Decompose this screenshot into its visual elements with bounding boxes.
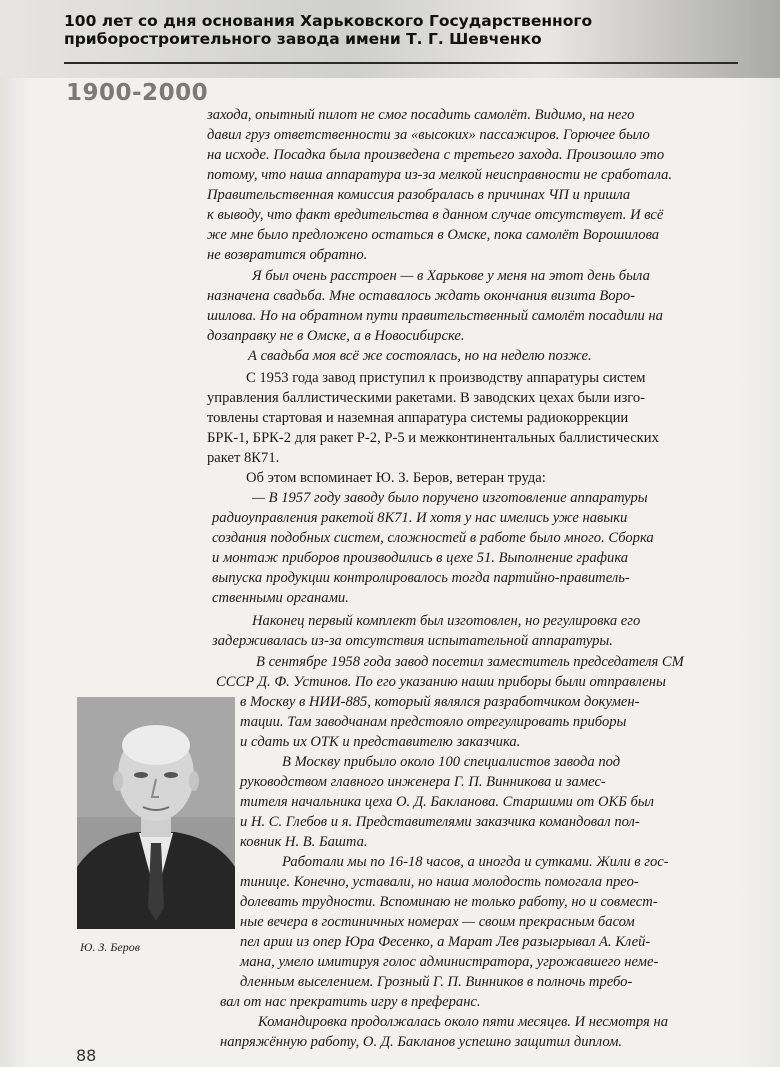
- text-line: мана, умело имитируя голос администратора, угрожавшего неме-: [240, 954, 659, 970]
- text-line: Наконец первый комплект был изготовлен, но регулировка его: [252, 613, 641, 629]
- text-line: А свадьба моя всё же состоялась, но на неделю позже.: [248, 348, 592, 364]
- text-line: тителя начальника цеха О. Д. Бакланова. Старшими от ОКБ был: [240, 794, 655, 810]
- text-line: пел арии из опер Юра Фесенко, а Марат Лев разыгрывал А. Клей-: [240, 934, 651, 950]
- text-line: назначена свадьба. Мне оставалось ждать окончания визита Воро-: [207, 288, 635, 304]
- text-line: БРК-1, БРК-2 для ракет Р-2, Р-5 и межконтинентальных баллистических: [207, 430, 659, 446]
- text-line: Об этом вспоминает Ю. З. Беров, ветеран труда:: [246, 470, 546, 486]
- years-label: 1900-2000: [66, 80, 209, 106]
- text-line: и сдать их ОТК и представителю заказчика.: [240, 734, 521, 750]
- header-rule: [64, 62, 738, 64]
- text-line: захода, опытный пилот не смог посадить самолёт. Видимо, на него: [207, 107, 635, 123]
- text-line: потому, что наша аппаратура из-за мелкой неисправности не сработала.: [207, 167, 673, 183]
- text-line: напряжённую работу, О. Д. Бакланов успешно защитил диплом.: [220, 1034, 623, 1050]
- text-line: радиоуправления ракетой 8К71. И хотя у нас имелись уже навыки: [212, 510, 628, 526]
- text-line: и монтаж приборов производились в цехе 51. Выполнение графика: [212, 550, 629, 566]
- text-line: дозаправку не в Омске, а в Новосибирске.: [207, 328, 465, 344]
- text-line: управления баллистическими ракетами. В заводских цехах были изго-: [207, 390, 645, 406]
- text-line: тинице. Конечно, уставали, но наша молодость помогала прео-: [240, 874, 639, 890]
- portrait-illustration: [77, 697, 235, 929]
- text-line: ные вечера в гостиничных номерах — своим прекрасным басом: [240, 914, 635, 930]
- text-line: ракет 8К71.: [207, 450, 280, 466]
- text-line: создания подобных систем, сложностей в работе было много. Сборка: [212, 530, 654, 546]
- portrait-photo: [77, 697, 235, 929]
- text-line: Правительственная комиссия разобралась в причинах ЧП и пришла: [207, 187, 631, 203]
- text-line: В сентябре 1958 года завод посетил заместитель председателя СМ: [256, 654, 684, 670]
- text-line: СССР Д. Ф. Устинов. По его указанию наши приборы были отправлены: [216, 674, 666, 690]
- text-line: долевать трудности. Вспоминаю не только работу, но и совмест-: [240, 894, 658, 910]
- text-line: же мне было предложено остаться в Омске, пока самолёт Ворошилова: [207, 227, 660, 243]
- text-line: задерживалась из-за отсутствия испытательной аппаратуры.: [212, 633, 613, 649]
- text-line: С 1953 года завод приступил к производству аппаратуры систем: [246, 370, 646, 386]
- text-line: — В 1957 году заводу было поручено изготовление аппаратуры: [252, 490, 648, 506]
- text-line: В Москву прибыло около 100 специалистов завода под: [282, 754, 621, 770]
- header-title-line: 100 лет со дня основания Харьковского Государственного: [64, 12, 593, 30]
- text-line: не возвратится обратно.: [207, 247, 368, 263]
- text-line: товлены стартовая и наземная аппаратура системы радиокоррекции: [207, 410, 629, 426]
- text-line: Работали мы по 16-18 часов, а иногда и сутками. Жили в гос-: [282, 854, 669, 870]
- text-line: и Н. С. Глебов и я. Представителями заказчика командовал пол-: [240, 814, 640, 830]
- text-line: ковник Н. В. Башта.: [240, 834, 368, 850]
- text-line: вал от нас прекратить игру в преферанс.: [220, 994, 481, 1010]
- text-line: выпуска продукции контролировалось тогда партийно-правитель-: [212, 570, 630, 586]
- text-line: Командировка продолжалась около пяти месяцев. И несмотря на: [258, 1014, 668, 1030]
- text-line: руководством главного инженера Г. П. Винникова и замес-: [240, 774, 606, 790]
- header-title: [64, 12, 704, 48]
- text-line: в Москву в НИИ-885, который являлся разработчиком докумен-: [240, 694, 640, 710]
- text-line: шилова. Но на обратном пути правительственный самолёт посадили на: [207, 308, 663, 324]
- photo-caption: Ю. З. Беров: [80, 940, 140, 954]
- page-number: 88: [76, 1046, 97, 1065]
- text-line: на исходе. Посадка была произведена с третьего захода. Произошло это: [207, 147, 665, 163]
- text-line: Я был очень расстроен — в Харькове у меня на этот день была: [252, 268, 650, 284]
- running-header: [0, 0, 780, 78]
- text-line: дленным выселением. Грозный Г. П. Винников в полночь требо-: [240, 974, 633, 990]
- header-title-line: приборостроительного завода имени Т. Г. Шевченко: [64, 30, 542, 48]
- text-line: к выводу, что факт вредительства в данном случае отсутствует. И всё: [207, 207, 664, 223]
- text-line: тации. Там заводчанам предстояло отрегулировать приборы: [240, 714, 627, 730]
- text-line: ственными органами.: [212, 590, 349, 606]
- text-line: давил груз ответственности за «высоких» пассажиров. Горючее было: [207, 127, 650, 143]
